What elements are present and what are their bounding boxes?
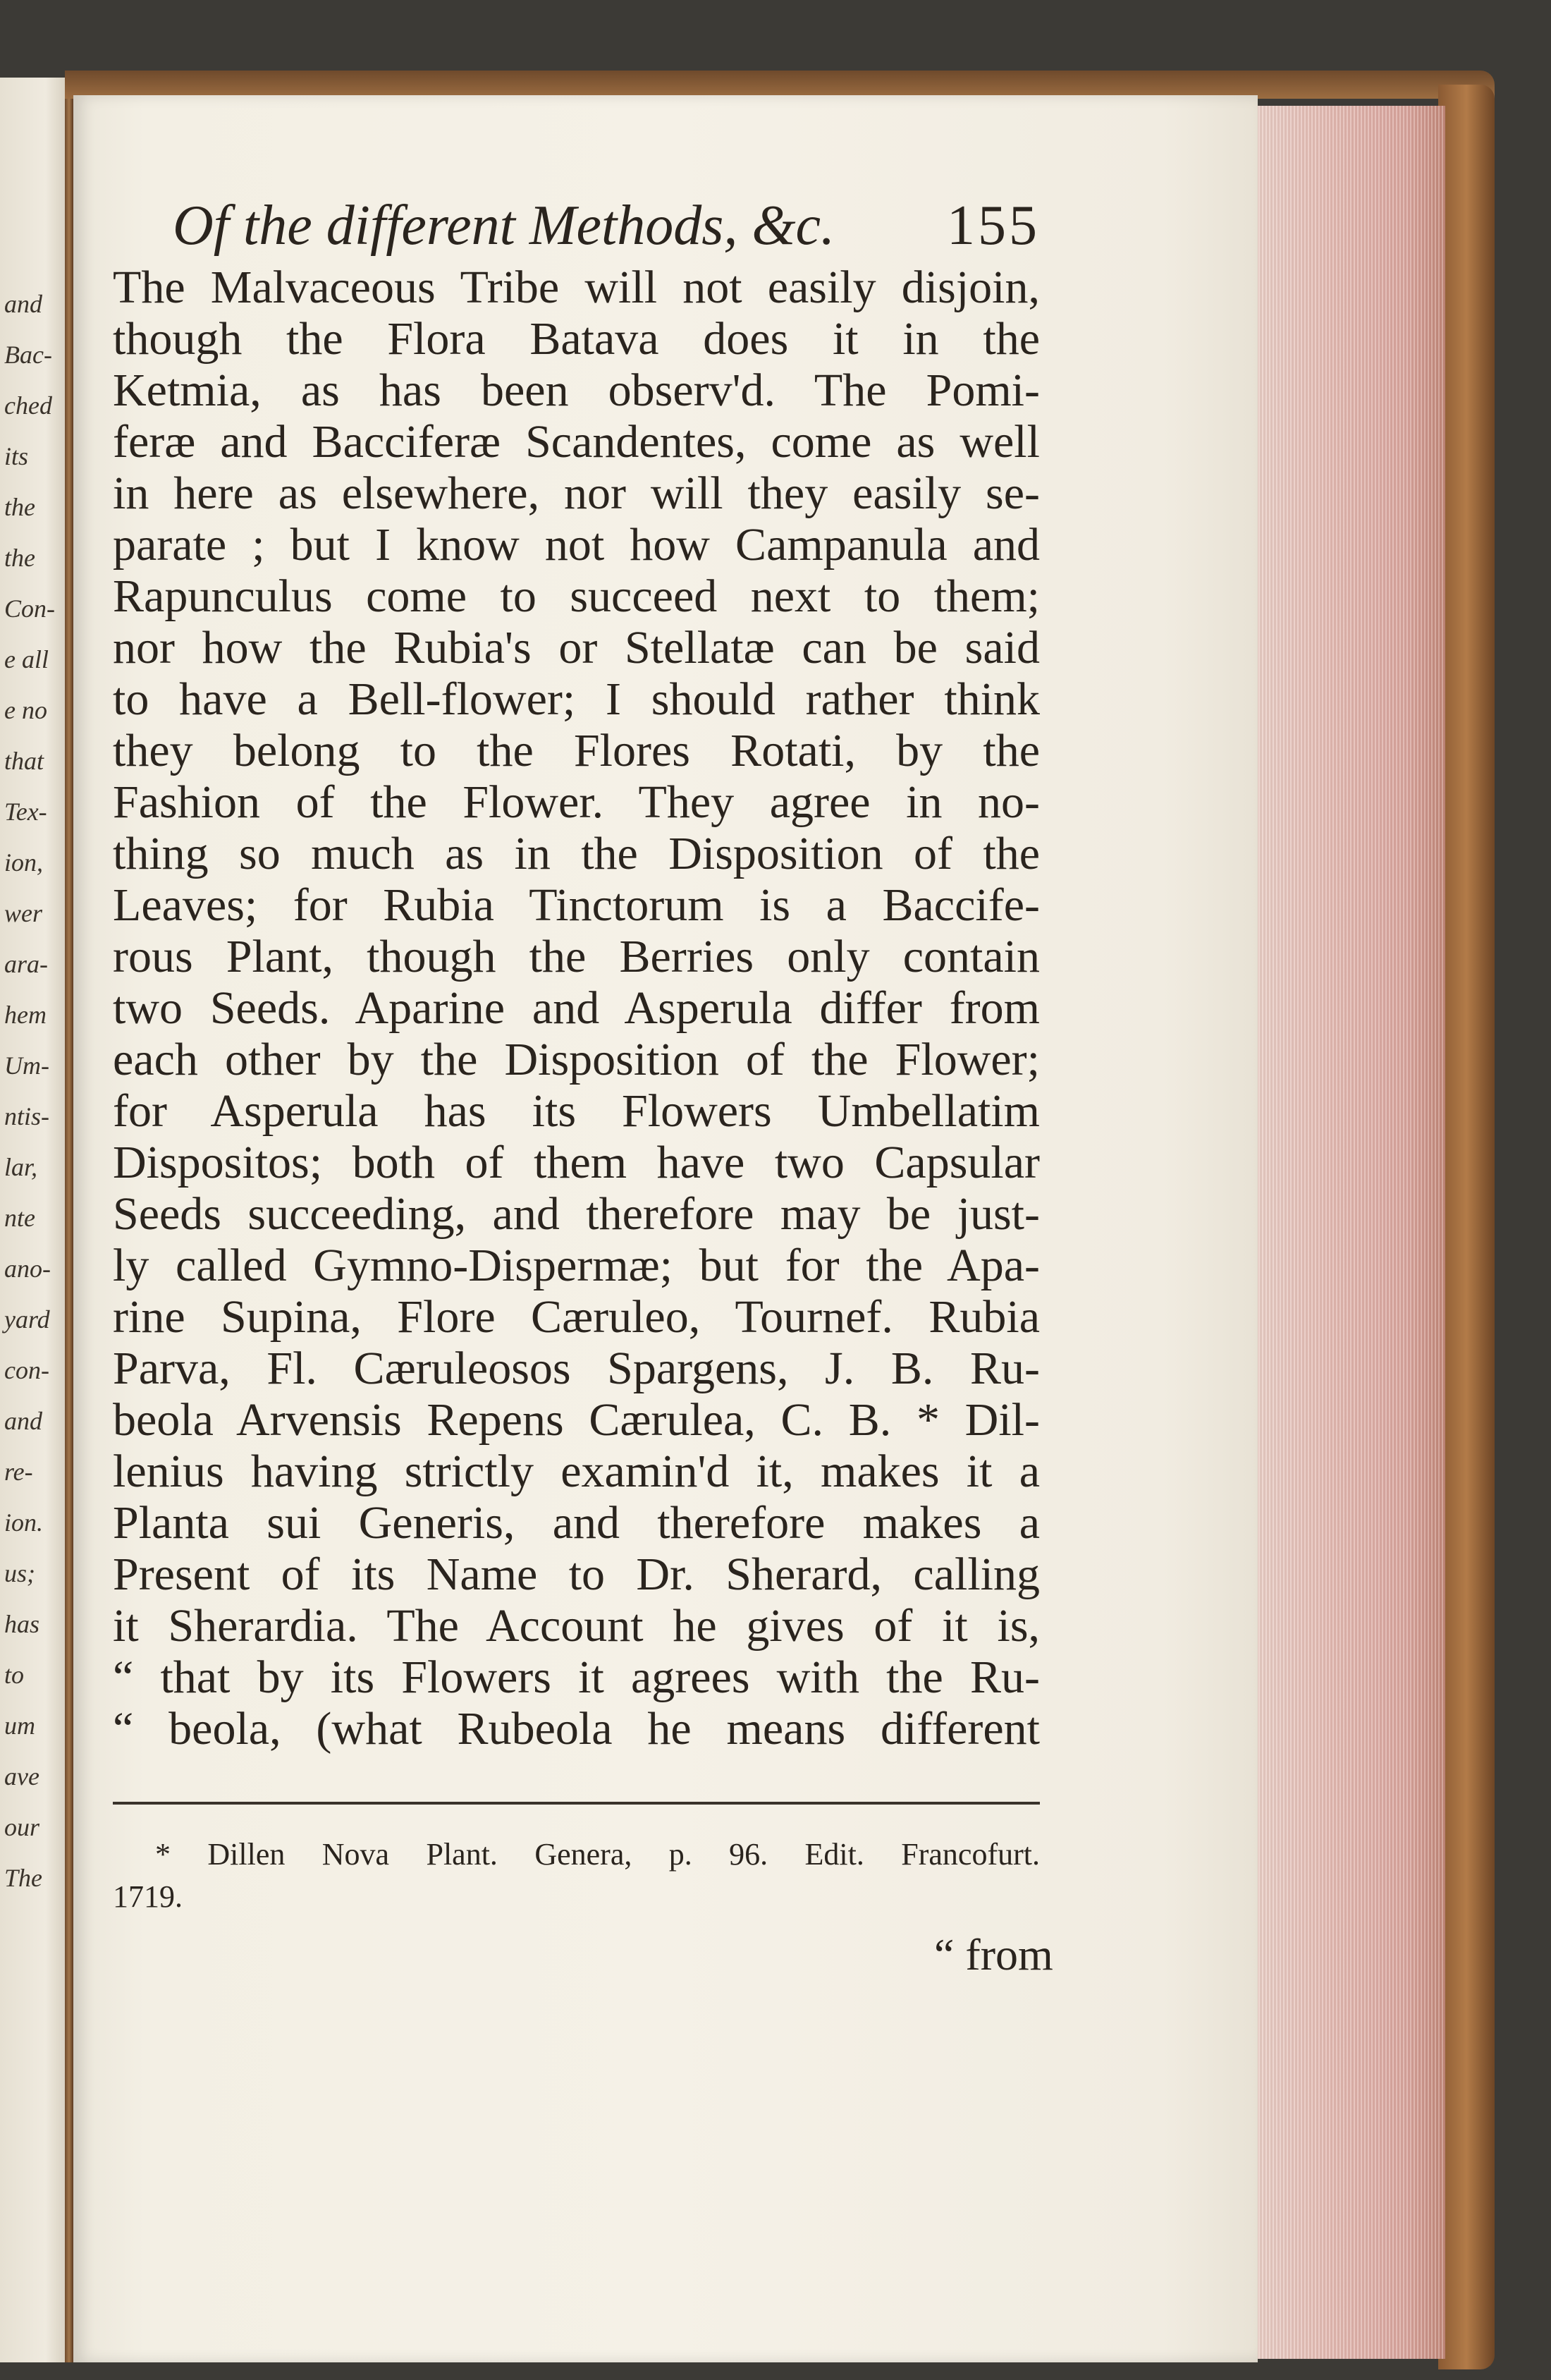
- text-line: ly called Gymno-Dispermæ; but for the Apa-: [113, 1240, 1040, 1291]
- left-page-fragment: e all: [4, 645, 49, 673]
- text-line: feræ and Bacciferæ Scandentes, come as well: [113, 416, 1040, 468]
- body-text: [113, 262, 1040, 1755]
- text-line: it Sherardia. The Account he gives of it is,: [113, 1600, 1040, 1652]
- left-page-fragment: ion.: [4, 1508, 44, 1537]
- left-page-fragment: um: [4, 1711, 35, 1740]
- text-line: Dispositos; both of them have two Capsular: [113, 1137, 1040, 1188]
- text-line: Seeds succeeding, and therefore may be just-: [113, 1188, 1040, 1240]
- left-page-fragment: ano-: [4, 1255, 51, 1283]
- text-line: Leaves; for Rubia Tinctorum is a Baccife-: [113, 879, 1040, 931]
- text-line: for Asperula has its Flowers Umbellatim: [113, 1085, 1040, 1137]
- left-page-fragment: nte: [4, 1204, 35, 1232]
- page-text: [113, 194, 1040, 1755]
- text-line: rous Plant, though the Berries only contain: [113, 931, 1040, 982]
- left-page-fragment: and: [4, 1407, 42, 1435]
- page-number: 155: [947, 195, 1040, 257]
- text-line: nor how the Rubia's or Stellatæ can be said: [113, 622, 1040, 673]
- book-binding: [65, 71, 73, 2362]
- left-page-fragment: hem: [4, 1001, 47, 1029]
- left-page-fragment: its: [4, 442, 29, 470]
- text-line: beola Arvensis Repens Cærulea, C. B. * Dil-: [113, 1394, 1040, 1446]
- text-line: in here as elsewhere, nor will they easily se-: [113, 468, 1040, 519]
- page-edges: [1248, 106, 1445, 2359]
- running-header: [173, 194, 1040, 262]
- text-line: Present of its Name to Dr. Sherard, calling: [113, 1549, 1040, 1600]
- left-page-fragment: ave: [4, 1762, 39, 1790]
- text-line: Planta sui Generis, and therefore makes a: [113, 1497, 1040, 1549]
- left-page-fragment: Tex-: [4, 798, 47, 826]
- footnote-line: * Dillen Nova Plant. Genera, p. 96. Edit. Francofurt.: [155, 1837, 1040, 1872]
- left-page-fragment: and: [4, 290, 42, 318]
- left-page-fragment: the: [4, 544, 35, 572]
- left-page-fragment: con-: [4, 1356, 49, 1384]
- left-page-fragment: ara-: [4, 950, 48, 978]
- left-page-fragment: our: [4, 1813, 40, 1841]
- text-line: thing so much as in the Disposition of the: [113, 828, 1040, 879]
- footnote: [113, 1833, 1040, 1918]
- left-page-fragment: ched: [4, 391, 52, 420]
- text-line: to have a Bell-flower; I should rather think: [113, 673, 1040, 725]
- text-line: lenius having strictly examin'd it, makes it a: [113, 1446, 1040, 1497]
- left-page-fragment: re-: [4, 1458, 33, 1486]
- left-page-fragment: Bac-: [4, 341, 52, 369]
- text-line: Rapunculus come to succeed next to them;: [113, 570, 1040, 622]
- running-title: Of the different Methods, &c.: [173, 195, 835, 257]
- footnote-rule: [113, 1802, 1040, 1805]
- left-page-fragment: to: [4, 1661, 25, 1689]
- text-line: each other by the Disposition of the Flower;: [113, 1034, 1040, 1085]
- text-line: parate ; but I know not how Campanula and: [113, 519, 1040, 570]
- left-page-fragment: the: [4, 493, 35, 521]
- book-cover-top: [65, 71, 1495, 99]
- text-line: “ beola, (what Rubeola he means different: [113, 1703, 1040, 1755]
- text-line: though the Flora Batava does it in the: [113, 313, 1040, 365]
- text-line: rine Supina, Flore Cæruleo, Tournef. Rubia: [113, 1291, 1040, 1343]
- left-page-fragment: us;: [4, 1559, 35, 1587]
- left-page-fragment: that: [4, 747, 44, 775]
- left-page-fragment: has: [4, 1610, 40, 1638]
- text-line: Fashion of the Flower. They agree in no-: [113, 776, 1040, 828]
- book-cover-right: [1438, 85, 1495, 2369]
- left-page-fragment: Um-: [4, 1051, 49, 1080]
- footnote-line: 1719.: [113, 1879, 183, 1914]
- left-page-fragment: wer: [4, 899, 42, 927]
- left-page-fragment: lar,: [4, 1153, 38, 1181]
- left-page-fragment: ion,: [4, 848, 44, 877]
- text-line: The Malvaceous Tribe will not easily disjoin,: [113, 262, 1040, 313]
- left-page-fragment: ntis-: [4, 1102, 50, 1130]
- text-line: Ketmia, as has been observ'd. The Pomi-: [113, 365, 1040, 416]
- text-line: they belong to the Flores Rotati, by the: [113, 725, 1040, 776]
- text-line: Parva, Fl. Cæruleosos Spargens, J. B. Ru-: [113, 1343, 1040, 1394]
- left-page-fragment: yard: [4, 1305, 50, 1334]
- left-page-fragment: Con-: [4, 594, 55, 623]
- left-page-fragment: The: [4, 1864, 42, 1892]
- left-page-edge: [0, 78, 65, 2362]
- left-page-fragment: e no: [4, 696, 47, 724]
- catchword: “ from: [934, 1929, 1053, 1979]
- text-line: “ that by its Flowers it agrees with the Ru-: [113, 1652, 1040, 1703]
- text-line: two Seeds. Aparine and Asperula differ from: [113, 982, 1040, 1034]
